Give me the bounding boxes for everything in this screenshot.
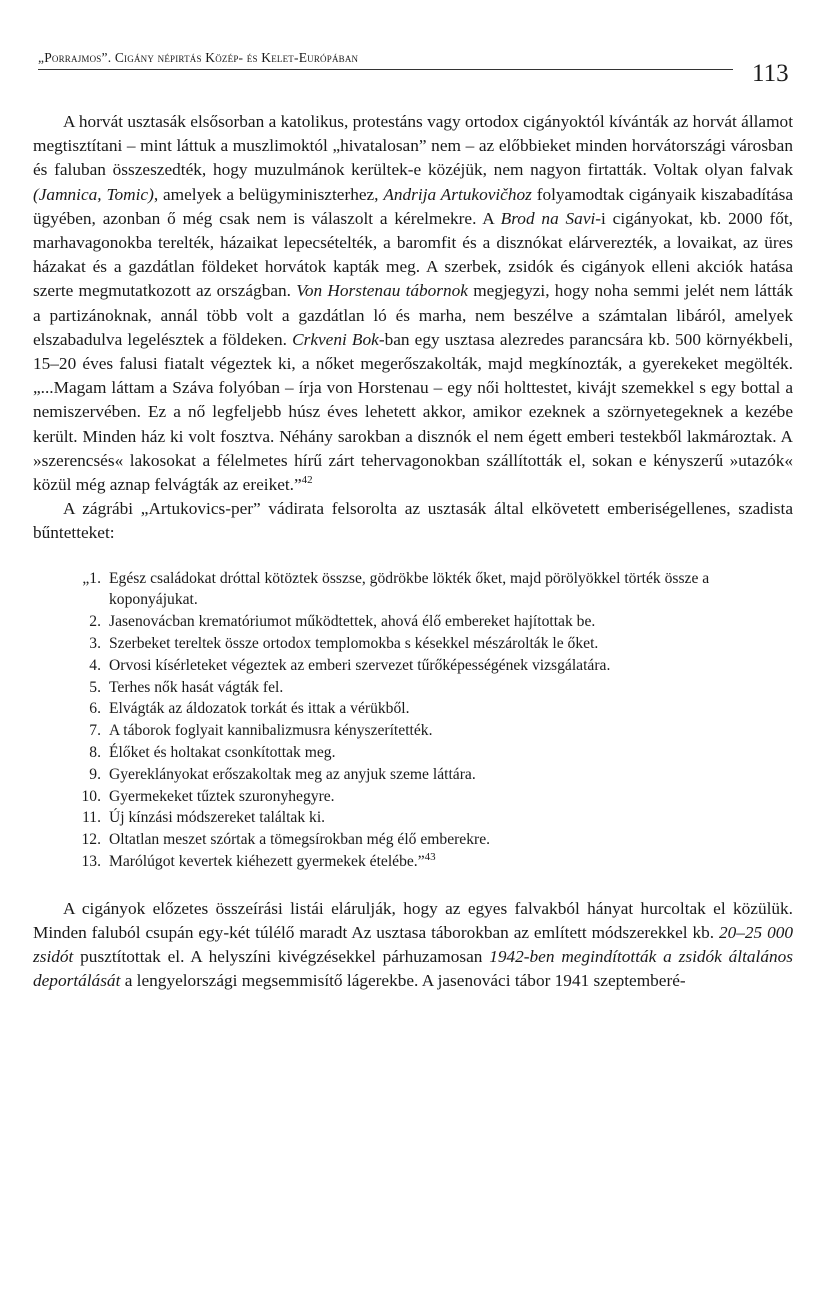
- text-span: a lengyelországi megsemmisítő lágerekbe. A jasenováci tábor 1941 szeptemberé-: [120, 971, 686, 991]
- list-number: 5.: [89, 678, 101, 696]
- list-text: Élőket és holtakat csonkítottak meg.: [109, 744, 336, 762]
- page-header: [38, 50, 798, 94]
- list-text: Oltatlan meszet szórtak a tömegsírokban még élő emberekre.: [109, 831, 491, 849]
- list-number: 2.: [89, 613, 101, 631]
- text-span: , amelyek a belügyminiszterhez,: [153, 184, 384, 204]
- italic-span: 20–25 000 zsidót: [33, 923, 793, 967]
- footnote-ref-42: 42: [301, 474, 313, 487]
- crimes-list: [33, 556, 793, 885]
- list-number: „1.: [82, 569, 101, 587]
- italic-span: 1942-ben megindították a zsidók általános deportálását: [33, 947, 793, 991]
- text-span: pusztítottak el. A helyszíni kivégzésekkel párhuzamosan: [73, 947, 490, 967]
- text-span: A cigányok előzetes összeírási listái elárulják, hogy az egyes falvakból hányat hurcoltak el közülük. Minden faluból csupán egy-két túlélő maradt Az usztasa táborokban az említett módszerekkel kb.: [33, 898, 793, 943]
- list-item: [33, 698, 793, 720]
- text-span: -i cigányokat, kb. 2000 főt, marhavagonokba terelték, házaikat lepecsételték, a baromfit és a disznókat elárverezték, a lovaikat, az üres házakat és a gazdátlan földeket horvátok kapták meg. A szerbek, zsidók és cigányok elleni akciók hatása szerte megmutatkozott az országban.: [33, 208, 793, 301]
- list-number: 6.: [89, 700, 101, 718]
- list-item: [33, 633, 793, 655]
- text-span: A horvát usztasák elsősorban a katolikus, protestáns vagy ortodox cigányoktól kívánták az horvát államot megtisztítani – mint láttuk a muszlimoktól „hivatalosan” nem – az előbbieket minden horvátországi városban és faluban összeszedték, hogy muzulmánok kerültek-e közéjük, nem nagyon firtatták. Voltak olyan falvak: [33, 112, 793, 180]
- list-number: 3.: [89, 635, 101, 653]
- italic-span: Crkveni Bok: [292, 329, 379, 349]
- list-item: [33, 677, 793, 699]
- list-text: Jasenovácban krematóriumot működtettek, ahová élő embereket hajítottak be.: [109, 613, 596, 631]
- list-number: 4.: [89, 656, 101, 674]
- page-body: [33, 110, 793, 994]
- list-text-inner: Marólúgot kevertek kiéhezett gyermekek ételébe.”: [109, 853, 425, 871]
- list-text: Egész családokat dróttal kötöztek összse, gödrökbe lökték őket, majd pörölyökkel törték össze a koponyájukat.: [109, 569, 710, 609]
- italic-span: (Jamnica, Tomic): [33, 184, 154, 204]
- list-number: 10.: [81, 787, 101, 805]
- page-number: 113: [752, 60, 789, 87]
- running-head: „Porrajmos”. Cigány népirtás Közép- és Kelet-Európában: [38, 50, 359, 65]
- list-item: [33, 742, 793, 764]
- list-number: 13.: [81, 853, 101, 871]
- list-number: 8.: [89, 744, 101, 762]
- list-item: [33, 764, 793, 786]
- list-number: 7.: [89, 722, 101, 740]
- text-span: megjegyzi, hogy noha semmi jelét nem látták a partizánoknak, annál több volt a gazdátlan ló és marha, nem beszélve a számtalan libáról, amelyek elszabadulva legelésztek a földeken.: [33, 281, 793, 349]
- list-spacer: [33, 556, 793, 568]
- list-item: [33, 655, 793, 677]
- list-item: [33, 720, 793, 742]
- list-item: [33, 829, 793, 851]
- list-text: Gyereklányokat erőszakoltak meg az anyjuk szeme láttára.: [109, 765, 476, 783]
- list-item: [33, 611, 793, 633]
- list-text: Új kínzási módszereket találtak ki.: [109, 809, 326, 827]
- paragraph-1: [33, 110, 793, 497]
- list-text: Gyermekeket tűztek szuronyhegyre.: [109, 787, 335, 805]
- list-text: Elvágták az áldozatok torkát és ittak a vérükből.: [109, 700, 410, 718]
- list-text: Terhes nők hasát vágták fel.: [109, 678, 284, 696]
- list-item: [33, 568, 793, 612]
- text-span: folyamodtak cigányaik kiszabadítása ügyében, azonban ő még csak nem is válaszolt a kérelmekre. A: [33, 184, 794, 228]
- list-number: 9.: [89, 765, 101, 783]
- italic-span: Andrija Artukovičhoz: [383, 184, 532, 204]
- list-item: [33, 807, 793, 829]
- header-rule: [38, 69, 733, 70]
- list-text: A táborok foglyait kannibalizmusra kényszerítették.: [109, 722, 433, 740]
- list-spacer: [33, 873, 793, 885]
- italic-span: Von Horstenau tábornok: [296, 281, 468, 301]
- italic-span: Brod na Savi: [500, 208, 596, 228]
- list-item: [33, 786, 793, 808]
- list-text: Orvosi kísérleteket végeztek az emberi szervezet tűrőképességének vizsgálatára.: [109, 656, 611, 674]
- footnote-ref-43: 43: [424, 850, 436, 863]
- list-text: Szerbeket tereltek össze ortodox templomokba s késekkel mészárolták le őket.: [109, 635, 599, 653]
- list-number: 11.: [82, 809, 101, 827]
- list-item: [33, 851, 793, 873]
- text-span: -ban egy usztasa alezredes parancsára kb. 500 környékbeli, 15–20 éves falusi fiatalt végeztek ki, a nőket megerőszakolták, majd megkínozták, a gyerekeket megölték. „...Magam láttam a Száva folyóban – írja von Horstenau – egy női holttestet, kivájt szemekkel s egy bottal a nemiszervében. Ez a nő legfeljebb húsz éves lehetett akkor, amikor ezeknek a szörnyetegeknek a kezébe került. Minden ház ki volt fosztva. Néhány sarokban a disznók el nem égett emberi testekből lakmároztak. A »szerencsés« lakosokat a félelmetes hírű zárt tehervagonokban szállították el, sokan e kényszerű »utazók« közül még aznap felvágták az ereiket.”: [33, 329, 793, 495]
- paragraph-3: [33, 897, 793, 994]
- paragraph-2: A zágrábi „Artukovics-per” vádirata felsorolta az usztasák által elkövetett emberiségellenes, szadista bűntetteket:: [33, 499, 793, 543]
- list-number: 12.: [81, 831, 101, 849]
- list-text: [109, 851, 793, 873]
